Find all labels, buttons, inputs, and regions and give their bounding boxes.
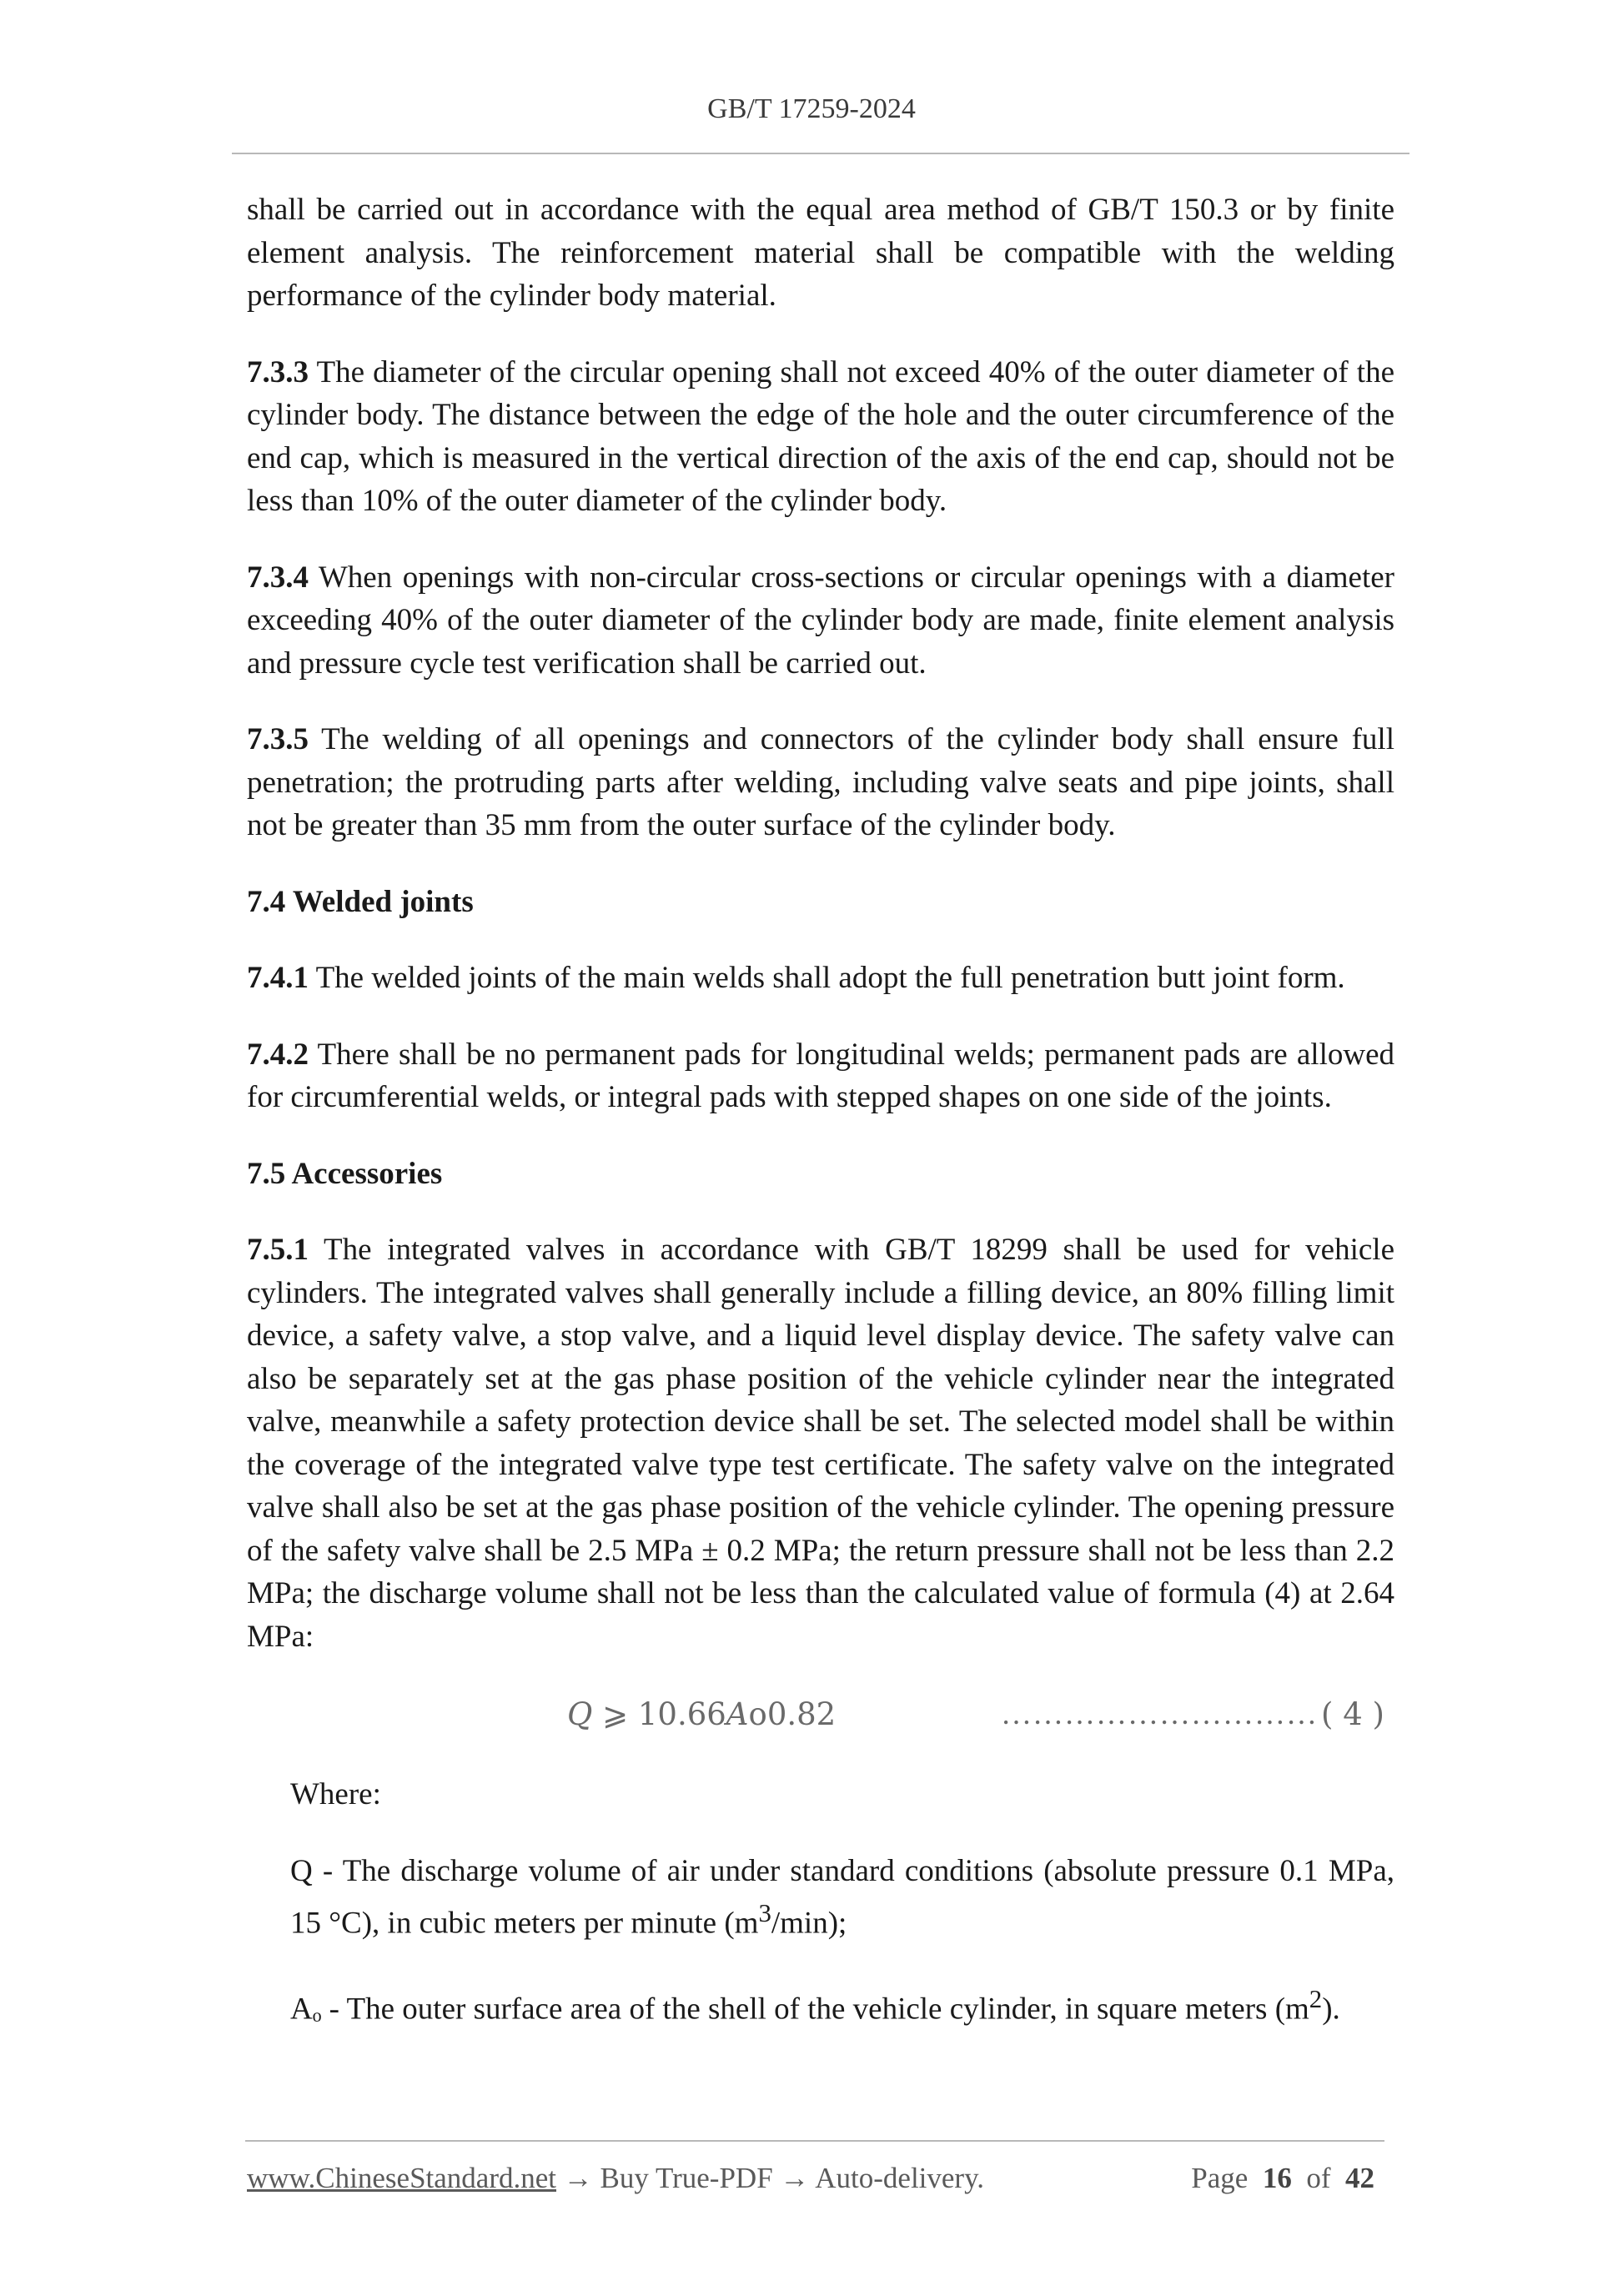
header-divider	[232, 153, 1409, 154]
clause-number: 7.3.4	[247, 560, 309, 595]
superscript: 3	[758, 1899, 771, 1927]
clause-number: 7.3.3	[247, 354, 309, 389]
clause-text: The integrated valves in accordance with GB/T 18299 shall be used for vehicle cylinders. The integrated valves shall generally include a filling device, an 80% filling limit device, a safety valve, a stop valve, and a liquid level display device. The safety valve can also be separately set at the gas phase position of the vehicle cylinder near the integrated valve, meanwhile a safety protection device shall be set. The selected model shall be within the coverage of the integrated valve type test certificate. The safety valve on the integrated valve shall also be set at the gas phase position of the vehicle cylinder. The opening pressure of the safety valve shall be 2.5 MPa ± 0.2 MPa; the return pressure shall not be less than 2.2 MPa; the discharge volume shall not be less than the calculated value of formula (4) at 2.64 MPa:	[247, 1233, 1394, 1654]
clause-number: 7.5.1	[247, 1233, 309, 1267]
formula-subscript: o	[748, 1696, 767, 1732]
formula-leader-dots: …………………………	[1001, 1697, 1318, 1731]
clause-number: 7.4.2	[247, 1037, 309, 1072]
where-label: Where:	[290, 1777, 381, 1811]
formula-number: ( 4 )	[1321, 1696, 1384, 1732]
superscript: 2	[1309, 1984, 1323, 2013]
document-header: GB/T 17259-2024	[707, 93, 916, 124]
clause-7-3-5	[247, 718, 1394, 847]
formula-expression	[567, 1696, 836, 1732]
definition-text: Aₒ - The outer surface area of the shell of the vehicle cylinder, in square meters (m	[290, 1992, 1309, 2027]
formula-exponent: 0.82	[766, 1696, 837, 1732]
section-heading-7-5: 7.5 Accessories	[247, 1156, 443, 1191]
page-content	[247, 188, 1394, 2064]
website-link[interactable]: www.ChineseStandard.net	[247, 2162, 556, 2194]
arrow-right-icon: →	[556, 2162, 600, 2194]
section-heading-7-4: 7.4 Welded joints	[247, 884, 474, 919]
arrow-right-icon: →	[772, 2162, 816, 2194]
clause-text: There shall be no permanent pads for longitudinal welds; permanent pads are allowed for circumferential welds, or integral pads with stepped shapes on one side of the joints.	[247, 1037, 1394, 1114]
page-indicator	[1191, 2162, 1374, 2195]
clause-7-4-1	[247, 957, 1394, 1000]
clause-7-4-2	[247, 1033, 1394, 1119]
buy-pdf-text: Buy True-PDF	[600, 2162, 773, 2194]
page-footer	[247, 2162, 1384, 2195]
definition-q	[247, 1850, 1394, 1945]
clause-7-5-1	[247, 1228, 1394, 1658]
clause-text: The welding of all openings and connectors of the cylinder body shall ensure full penetration; the protruding parts after welding, including valve seats and pipe joints, shall not be greater than 35 mm from the outer surface of the cylinder body.	[247, 722, 1394, 842]
clause-text: When openings with non-circular cross-sections or circular openings with a diameter exceeding 40% of the outer diameter of the cylinder body are made, finite element analysis and pressure cycle test verification shall be carried out.	[247, 560, 1394, 681]
paragraph-reinforcement: shall be carried out in accordance with the equal area method of GB/T 150.3 or by finite element analysis. The reinforcement material shall be compatible with the welding performance of the cylinder body material.	[247, 193, 1394, 313]
formula-q: Q	[567, 1696, 593, 1732]
footer-divider	[245, 2140, 1384, 2142]
page-total: 42	[1345, 2162, 1374, 2194]
page-word: Page	[1191, 2162, 1249, 2194]
auto-delivery-text: Auto-delivery.	[815, 2162, 985, 2194]
formula-a: A	[726, 1696, 749, 1732]
page-number: 16	[1262, 2162, 1292, 2194]
definition-text: Q - The discharge volume of air under standard conditions (absolute pressure 0.1 MPa, 15 °C), in cubic meters per minute (m	[290, 1853, 1394, 1941]
clause-7-3-4	[247, 556, 1394, 686]
clause-7-3-3	[247, 351, 1394, 523]
clause-text: The diameter of the circular opening shall not exceed 40% of the outer diameter of the cylinder body. The distance between the edge of the hole and the outer circumference of the end cap, which is measured in the vertical direction of the axis of the end cap, should not be less than 10% of the outer diameter of the cylinder body.	[247, 354, 1394, 518]
formula-4	[247, 1690, 1394, 1750]
definition-text-end: /min);	[771, 1906, 847, 1941]
of-word: of	[1306, 2162, 1331, 2194]
clause-number: 7.3.5	[247, 722, 309, 756]
definition-text-end: ).	[1322, 1992, 1340, 2027]
formula-relation: ⩾ 10.66	[592, 1696, 726, 1732]
clause-number: 7.4.1	[247, 961, 309, 995]
definition-a	[247, 1978, 1394, 2031]
clause-text: The welded joints of the main welds shall adopt the full penetration butt joint form.	[309, 961, 1345, 995]
